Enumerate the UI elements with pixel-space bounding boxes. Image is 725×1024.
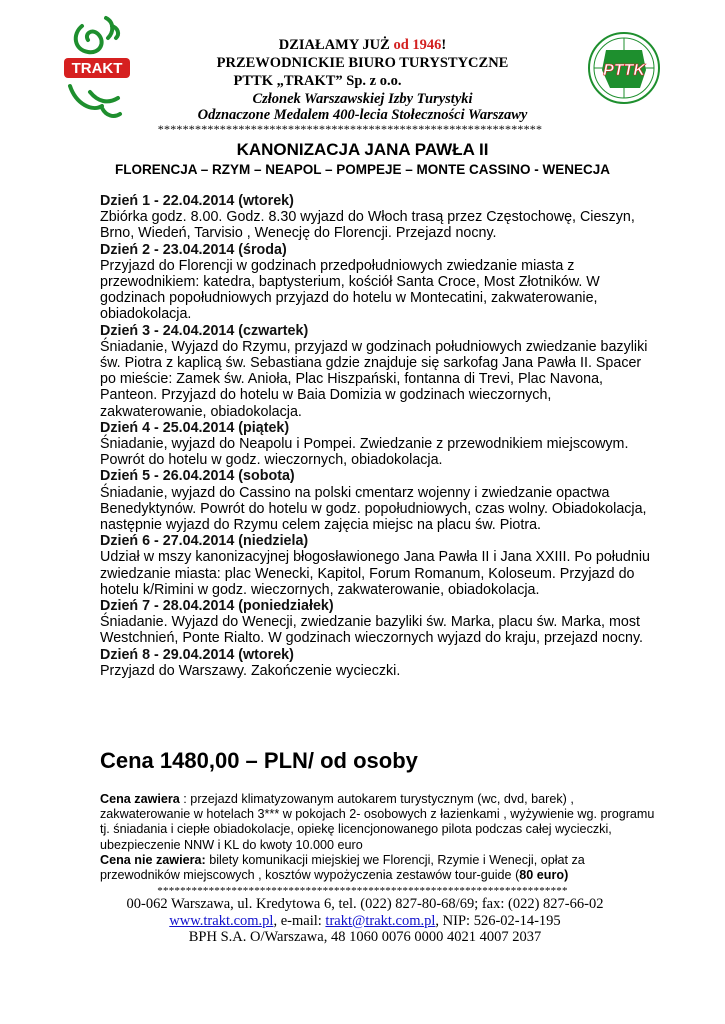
footer-separator: ************************************************************************ xyxy=(157,885,568,897)
day-block xyxy=(100,647,660,679)
email-link[interactable]: trakt@trakt.com.pl xyxy=(325,912,436,929)
membership-line: Członek Warszawskiej Izby Turystyki xyxy=(252,91,473,107)
excludes-text: bilety komunikacji miejskiej we Florencji, Rzymie i Wenecji, opłat za przewodników miejscowych , kosztów wypożyczenia zestawów tour-guide ( xyxy=(100,852,585,883)
website-link[interactable]: www.trakt.com.pl xyxy=(169,912,274,929)
price-excludes xyxy=(100,853,655,883)
day-heading: Dzień 6 - 27.04.2014 (niedziela) xyxy=(100,533,309,550)
agency-type: PRZEWODNICKIE BIURO TURYSTYCZNE xyxy=(216,55,509,71)
founded-suffix: ! xyxy=(441,37,447,53)
day-heading: Dzień 8 - 29.04.2014 (wtorek) xyxy=(100,646,294,663)
excludes-bold: 80 euro) xyxy=(519,868,569,883)
day-description: Przyjazd do Warszawy. Zakończenie wycieczki. xyxy=(100,662,401,679)
day-description: Śniadanie, wyjazd do Cassino na polski cmentarz wojenny i zwiedzanie opactwa Benedyktynów. Powrót do hotelu w godz. popołudniowych, czas wolny. Obiadokolacja, następnie wyjazd do Rzymu celem zajęcia miejsc na placu św. Piotra. xyxy=(100,484,647,534)
day-description: Śniadanie, Wyjazd do Rzymu, przyjazd w godzinach południowych zwiedzanie bazyliki św. Piotra z kaplicą św. Sebastiana gdzie znajduje się sarkofag Jana Pawła II. Spacer po mieście: Zamek św. Anioła, Plac Hiszpański, fontanna di Trevi, Plac Navona, Panteon. Przyjazd do hotelu w Baia Domizia w godzinach wieczornych, zakwaterowanie, obiadokolacja. xyxy=(100,338,648,420)
day-description: Śniadanie. Wyjazd do Wenecji, zwiedzanie bazyliki św. Marka, placu św. Marka, most Westchnień, Ponte Rialto. W godzinach wieczornych wyjazd do kraju, przejazd nocny. xyxy=(100,614,644,647)
itinerary xyxy=(100,193,660,679)
day-description: Udział w mszy kanonizacyjnej błogosławionego Jana Pawła II i Jana XXIII. Po południu zwiedzanie miasta: plac Wenecki, Kapitol, Forum Romanum, Koloseum. Przyjazd do hotelu k/Rimini w godz. wieczornych, zakwaterowanie, obiadokolacja. xyxy=(100,549,650,598)
trakt-logo-text: TRAKT xyxy=(71,60,123,77)
founded-label: DZIAŁAMY JUŻ xyxy=(278,37,394,53)
day-heading: Dzień 7 - 28.04.2014 (poniedziałek) xyxy=(100,598,334,615)
day-block xyxy=(100,420,660,469)
day-heading: Dzień 4 - 25.04.2014 (piątek) xyxy=(100,419,290,436)
day-block xyxy=(100,323,660,420)
price-includes xyxy=(100,792,655,853)
footer xyxy=(80,896,650,946)
price-conditions xyxy=(100,792,655,883)
bank-account: BPH S.A. O/Warszawa, 48 1060 0076 0000 4021 4007 2037 xyxy=(188,929,542,945)
day-heading: Dzień 2 - 23.04.2014 (środa) xyxy=(100,241,287,258)
day-block xyxy=(100,468,660,533)
email-label: , e-mail: xyxy=(273,912,326,929)
day-heading: Dzień 5 - 26.04.2014 (sobota) xyxy=(100,468,295,485)
day-heading: Dzień 3 - 24.04.2014 (czwartek) xyxy=(100,322,309,339)
footer-contact xyxy=(80,913,650,930)
nip-number: , NIP: 526-02-14-195 xyxy=(435,912,561,929)
day-heading: Dzień 1 - 22.04.2014 (wtorek) xyxy=(100,193,294,209)
day-block xyxy=(100,242,660,323)
header-line-1 xyxy=(100,37,625,54)
pttk-logo-text: PTTK xyxy=(603,62,645,79)
footer-address: 00-062 Warszawa, ul. Kredytowa 6, tel. (022) 827-80-68/69; fax: (022) 827-66-02 xyxy=(126,896,604,912)
trip-route: FLORENCJA – RZYM – NEAPOL – POMPEJE – MONTE CASSINO - WENECJA xyxy=(114,162,611,177)
day-description: Przyjazd do Florencji w godzinach przedpołudniowych zwiedzanie miasta z przewodnikiem: katedra, baptysterium, kościół Santa Croce, Most Złotników. W godzinach popołudniowych przyjazd do hotelu w Montecatini, zakwaterowanie, obiadokolacja. xyxy=(100,257,600,323)
excludes-label: Cena nie zawiera: xyxy=(100,852,206,867)
day-description: Zbiórka godz. 8.00. Godz. 8.30 wyjazd do Włoch trasą przez Częstochowę, Cieszyn, Brno, Wiedeń, Tarvisio , Wenecję do Florencji. Przejazd nocny. xyxy=(100,209,635,242)
trip-title: KANONIZACJA JANA PAWŁA II xyxy=(236,140,489,159)
day-block xyxy=(100,193,660,242)
day-description: Śniadanie, wyjazd do Neapolu i Pompei. Zwiedzanie z przewodnikiem miejscowym. Powrót do hotelu w godz. wieczornych, obiadokolacja. xyxy=(100,436,629,469)
founded-year: od 1946 xyxy=(393,37,442,53)
day-block xyxy=(100,533,660,598)
company-name: PTTK „TRAKT” Sp. z o.o. xyxy=(233,73,402,89)
includes-text: : przejazd klimatyzowanym autokarem turystycznym (wc, dvd, barek) , zakwaterowanie w hotelach 3*** w pokojach 2- osobowych z łazienkami , wyżywienie wg. programu tj. śniadania i ciepłe obiadokolacje, opiekę licencjonowanego pilota podczas całej wycieczki, ubezpieczenie NNW i KL do kwoty 10.000 euro xyxy=(100,792,655,852)
award-line: Odznaczone Medalem 400-lecia Stołeczności Warszawy xyxy=(197,107,528,123)
day-block xyxy=(100,598,660,647)
includes-label: Cena zawiera xyxy=(100,792,180,806)
price: Cena 1480,00 – PLN/ od osoby xyxy=(100,748,418,773)
header-separator: ************************************************************** xyxy=(157,122,543,136)
